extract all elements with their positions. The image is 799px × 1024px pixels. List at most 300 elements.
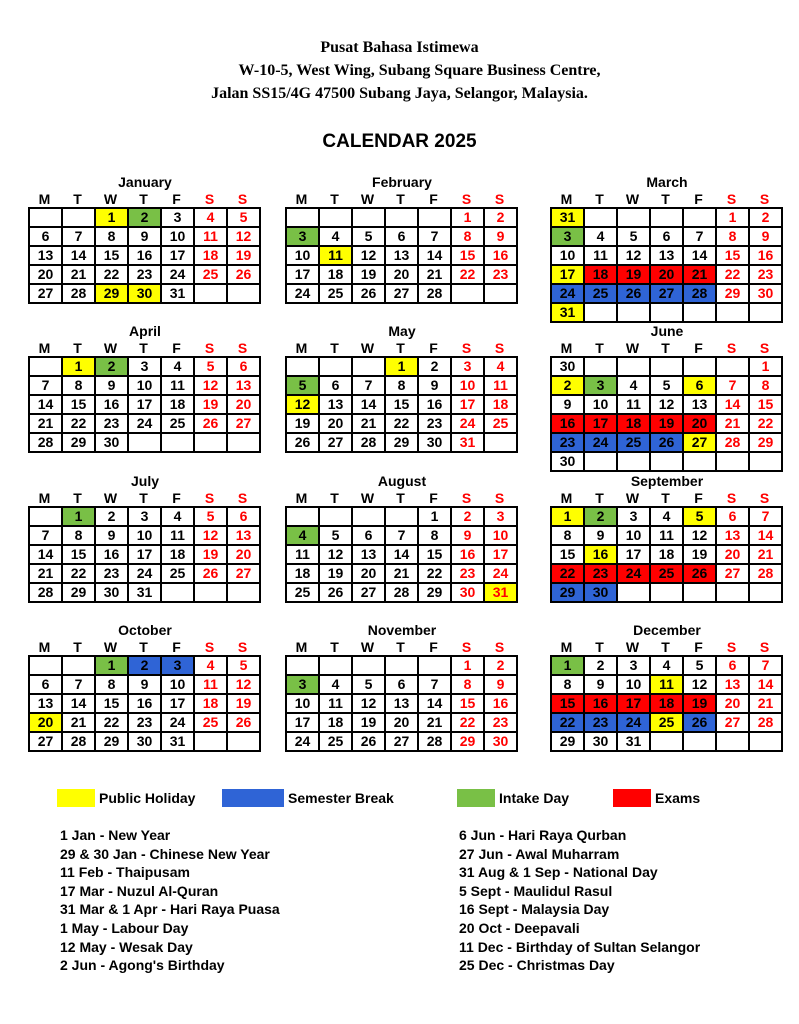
day-cell: 10 — [585, 396, 618, 415]
day-grid — [550, 506, 783, 603]
day-cell: 5 — [195, 358, 228, 377]
weekday-label: T — [139, 191, 148, 207]
weekday-label: W — [360, 639, 375, 655]
empty-cell — [651, 304, 684, 323]
weekday-label: S — [494, 639, 505, 655]
empty-cell — [30, 358, 63, 377]
weekday-label: W — [625, 340, 640, 356]
empty-cell — [129, 434, 162, 453]
day-cell: 27 — [30, 285, 63, 304]
empty-cell — [162, 584, 195, 603]
day-cell: 25 — [162, 415, 195, 434]
day-cell: 9 — [750, 228, 783, 247]
day-cell: 17 — [162, 247, 195, 266]
day-cell: 13 — [386, 247, 419, 266]
weekday-label: S — [204, 639, 215, 655]
day-cell: 12 — [320, 546, 353, 565]
weekday-label: F — [429, 490, 438, 506]
day-cell: 10 — [618, 676, 651, 695]
day-cell: 8 — [96, 676, 129, 695]
day-cell: 15 — [63, 396, 96, 415]
day-cell: 26 — [651, 434, 684, 453]
weekday-label: S — [237, 340, 248, 356]
day-cell: 16 — [129, 695, 162, 714]
day-cell: 18 — [195, 695, 228, 714]
day-cell: 30 — [485, 733, 518, 752]
day-cell: 29 — [717, 285, 750, 304]
day-cell: 7 — [419, 676, 452, 695]
weekday-label: M — [295, 490, 308, 506]
day-cell: 3 — [129, 358, 162, 377]
day-cell: 30 — [452, 584, 485, 603]
empty-cell — [651, 453, 684, 472]
holiday-note: 25 Dec - Christmas Day — [459, 957, 615, 974]
weekday-label: T — [595, 340, 604, 356]
day-cell: 29 — [552, 584, 585, 603]
day-cell: 30 — [585, 584, 618, 603]
day-cell: 21 — [63, 266, 96, 285]
weekday-label: S — [204, 191, 215, 207]
day-cell: 15 — [419, 546, 452, 565]
day-cell: 13 — [717, 676, 750, 695]
empty-cell — [684, 453, 717, 472]
empty-cell — [228, 733, 261, 752]
day-cell: 14 — [30, 396, 63, 415]
day-cell: 28 — [750, 714, 783, 733]
weekday-header — [28, 639, 262, 655]
day-cell: 12 — [618, 247, 651, 266]
weekday-label: T — [396, 340, 405, 356]
day-cell: 3 — [162, 657, 195, 676]
day-cell: 25 — [651, 565, 684, 584]
day-cell: 3 — [287, 228, 320, 247]
day-cell: 11 — [195, 676, 228, 695]
legend-label: Exams — [655, 790, 701, 806]
day-grid — [285, 207, 518, 304]
weekday-header — [550, 490, 784, 506]
day-cell: 12 — [353, 695, 386, 714]
day-cell: 8 — [750, 377, 783, 396]
day-cell: 26 — [320, 584, 353, 603]
legend-intake-day — [457, 789, 569, 807]
month-june — [550, 322, 784, 472]
day-cell: 27 — [386, 733, 419, 752]
day-cell: 12 — [651, 396, 684, 415]
weekday-label: S — [237, 191, 248, 207]
day-cell: 15 — [552, 546, 585, 565]
legend-label: Intake Day — [499, 790, 570, 806]
empty-cell — [717, 584, 750, 603]
day-cell: 16 — [129, 247, 162, 266]
day-cell: 2 — [485, 209, 518, 228]
day-cell: 16 — [419, 396, 452, 415]
day-cell: 28 — [684, 285, 717, 304]
day-cell: 27 — [228, 415, 261, 434]
weekday-label: S — [237, 639, 248, 655]
day-cell: 5 — [353, 676, 386, 695]
day-cell: 30 — [129, 733, 162, 752]
empty-cell — [717, 453, 750, 472]
legend-exams — [613, 789, 700, 807]
weekday-label: S — [204, 340, 215, 356]
empty-cell — [30, 508, 63, 527]
day-cell: 10 — [552, 247, 585, 266]
day-cell: 27 — [353, 584, 386, 603]
day-cell: 16 — [585, 695, 618, 714]
weekday-label: F — [429, 340, 438, 356]
day-cell: 19 — [195, 546, 228, 565]
month-name: April — [129, 323, 161, 339]
weekday-label: S — [759, 340, 770, 356]
day-cell: 4 — [651, 508, 684, 527]
holiday-note: 1 Jan - New Year — [60, 827, 171, 843]
day-cell: 19 — [353, 266, 386, 285]
weekday-header — [550, 639, 784, 655]
day-cell: 8 — [419, 527, 452, 546]
month-july — [28, 472, 262, 603]
day-cell: 18 — [162, 396, 195, 415]
day-cell: 6 — [353, 527, 386, 546]
empty-cell — [585, 358, 618, 377]
day-cell: 10 — [287, 247, 320, 266]
day-cell: 25 — [162, 565, 195, 584]
day-cell: 7 — [30, 527, 63, 546]
day-cell: 2 — [419, 358, 452, 377]
holiday-note: 6 Jun - Hari Raya Qurban — [459, 827, 627, 843]
holiday-note: 17 Mar - Nuzul Al-Quran — [60, 882, 219, 899]
weekday-header — [28, 191, 262, 207]
empty-cell — [684, 358, 717, 377]
day-cell: 2 — [129, 657, 162, 676]
day-cell: 24 — [618, 714, 651, 733]
day-cell: 22 — [96, 266, 129, 285]
weekday-label: S — [461, 191, 472, 207]
day-cell: 16 — [585, 546, 618, 565]
day-cell: 7 — [30, 377, 63, 396]
day-cell: 15 — [717, 247, 750, 266]
header-org-name: Pusat Bahasa Istimewa — [320, 39, 479, 56]
day-cell: 15 — [96, 695, 129, 714]
weekday-label: T — [661, 490, 670, 506]
day-cell: 26 — [353, 285, 386, 304]
day-cell: 22 — [63, 415, 96, 434]
day-cell: 9 — [552, 396, 585, 415]
weekday-label: F — [694, 639, 703, 655]
day-cell: 2 — [552, 377, 585, 396]
day-cell: 31 — [618, 733, 651, 752]
day-cell: 20 — [228, 396, 261, 415]
empty-cell — [353, 209, 386, 228]
day-cell: 4 — [195, 657, 228, 676]
holiday-note: 1 May - Labour Day — [60, 919, 189, 936]
day-cell: 19 — [684, 546, 717, 565]
day-cell: 8 — [452, 676, 485, 695]
weekday-label: T — [139, 639, 148, 655]
day-cell: 17 — [585, 415, 618, 434]
day-cell: 27 — [386, 285, 419, 304]
day-cell: 28 — [63, 733, 96, 752]
empty-cell — [386, 209, 419, 228]
day-cell: 3 — [485, 508, 518, 527]
empty-cell — [195, 434, 228, 453]
day-cell: 9 — [96, 527, 129, 546]
day-cell: 4 — [320, 228, 353, 247]
weekday-label: T — [73, 639, 82, 655]
month-january — [28, 173, 262, 304]
month-april — [28, 322, 262, 453]
weekday-label: M — [295, 191, 308, 207]
day-cell: 30 — [96, 434, 129, 453]
day-cell: 25 — [585, 285, 618, 304]
empty-cell — [353, 657, 386, 676]
day-cell: 17 — [129, 546, 162, 565]
day-cell: 9 — [129, 676, 162, 695]
day-cell: 8 — [63, 527, 96, 546]
empty-cell — [63, 657, 96, 676]
day-cell: 25 — [320, 733, 353, 752]
day-cell: 29 — [63, 434, 96, 453]
day-cell: 16 — [96, 546, 129, 565]
day-cell: 31 — [129, 584, 162, 603]
empty-cell — [585, 453, 618, 472]
day-cell: 21 — [684, 266, 717, 285]
day-cell: 19 — [684, 695, 717, 714]
day-cell: 8 — [63, 377, 96, 396]
day-cell: 26 — [287, 434, 320, 453]
day-cell: 6 — [30, 228, 63, 247]
day-cell: 22 — [452, 714, 485, 733]
day-cell: 3 — [162, 209, 195, 228]
day-cell: 21 — [63, 714, 96, 733]
day-cell: 3 — [618, 657, 651, 676]
day-cell: 20 — [386, 714, 419, 733]
day-cell: 14 — [419, 695, 452, 714]
weekday-label: W — [103, 191, 118, 207]
weekday-label: W — [360, 490, 375, 506]
day-cell: 20 — [30, 714, 63, 733]
day-cell: 21 — [30, 565, 63, 584]
empty-cell — [684, 584, 717, 603]
day-cell: 12 — [287, 396, 320, 415]
day-cell: 29 — [96, 285, 129, 304]
day-cell: 19 — [228, 695, 261, 714]
day-cell: 12 — [684, 676, 717, 695]
legend-label: Public Holiday — [99, 790, 196, 806]
day-cell: 15 — [552, 695, 585, 714]
day-cell: 27 — [717, 565, 750, 584]
day-cell: 17 — [162, 695, 195, 714]
weekday-label: S — [204, 490, 215, 506]
empty-cell — [452, 285, 485, 304]
day-cell: 1 — [452, 209, 485, 228]
empty-cell — [717, 358, 750, 377]
empty-cell — [651, 584, 684, 603]
empty-cell — [750, 453, 783, 472]
weekday-label: M — [295, 639, 308, 655]
day-cell: 29 — [96, 733, 129, 752]
empty-cell — [320, 209, 353, 228]
day-cell: 11 — [651, 527, 684, 546]
weekday-label: T — [396, 191, 405, 207]
day-cell: 26 — [195, 415, 228, 434]
day-cell: 11 — [162, 377, 195, 396]
holiday-note: 29 & 30 Jan - Chinese New Year — [60, 845, 270, 862]
day-cell: 19 — [618, 266, 651, 285]
day-cell: 3 — [552, 228, 585, 247]
day-cell: 22 — [419, 565, 452, 584]
empty-cell — [618, 584, 651, 603]
day-cell: 17 — [452, 396, 485, 415]
day-cell: 18 — [618, 415, 651, 434]
day-cell: 13 — [30, 695, 63, 714]
day-cell: 23 — [750, 266, 783, 285]
weekday-label: T — [73, 490, 82, 506]
day-cell: 4 — [585, 228, 618, 247]
day-cell: 30 — [96, 584, 129, 603]
day-cell: 26 — [684, 714, 717, 733]
day-cell: 24 — [162, 266, 195, 285]
day-cell: 15 — [386, 396, 419, 415]
day-cell: 28 — [419, 733, 452, 752]
day-cell: 5 — [320, 527, 353, 546]
day-cell: 30 — [419, 434, 452, 453]
day-cell: 31 — [485, 584, 518, 603]
day-cell: 22 — [717, 266, 750, 285]
day-cell: 2 — [452, 508, 485, 527]
day-cell: 23 — [585, 565, 618, 584]
day-cell: 31 — [162, 733, 195, 752]
day-grid — [550, 356, 783, 472]
holiday-note: 11 Feb - Thaipusam — [60, 864, 190, 881]
holiday-note: 5 Sept - Maulidul Rasul — [459, 882, 613, 899]
legend-public-holiday — [57, 789, 195, 807]
day-cell: 1 — [96, 657, 129, 676]
day-cell: 12 — [195, 377, 228, 396]
legend-swatch-break — [222, 789, 284, 807]
weekday-label: S — [494, 490, 505, 506]
day-cell: 5 — [228, 657, 261, 676]
day-cell: 11 — [585, 247, 618, 266]
day-cell: 24 — [585, 434, 618, 453]
day-grid — [550, 655, 783, 752]
day-cell: 31 — [552, 304, 585, 323]
weekday-label: S — [759, 490, 770, 506]
day-cell: 17 — [552, 266, 585, 285]
day-cell: 5 — [651, 377, 684, 396]
empty-cell — [651, 733, 684, 752]
weekday-label: M — [38, 340, 51, 356]
day-cell: 22 — [386, 415, 419, 434]
day-cell: 23 — [129, 266, 162, 285]
day-cell: 7 — [717, 377, 750, 396]
weekday-label: M — [295, 340, 308, 356]
day-cell: 6 — [717, 657, 750, 676]
day-cell: 5 — [684, 508, 717, 527]
day-cell: 21 — [717, 415, 750, 434]
empty-cell — [618, 453, 651, 472]
weekday-header — [28, 490, 262, 506]
month-december — [550, 621, 784, 752]
day-cell: 5 — [353, 228, 386, 247]
day-cell: 9 — [585, 527, 618, 546]
day-cell: 18 — [320, 714, 353, 733]
empty-cell — [195, 584, 228, 603]
weekday-label: S — [726, 340, 737, 356]
day-cell: 9 — [485, 676, 518, 695]
day-cell: 12 — [228, 676, 261, 695]
day-cell: 7 — [419, 228, 452, 247]
day-cell: 6 — [684, 377, 717, 396]
day-cell: 20 — [717, 695, 750, 714]
day-cell: 13 — [717, 527, 750, 546]
weekday-label: T — [139, 490, 148, 506]
day-cell: 20 — [353, 565, 386, 584]
empty-cell — [195, 285, 228, 304]
day-cell: 28 — [30, 584, 63, 603]
day-cell: 21 — [30, 415, 63, 434]
day-cell: 8 — [717, 228, 750, 247]
empty-cell — [717, 304, 750, 323]
day-cell: 24 — [618, 565, 651, 584]
empty-cell — [684, 304, 717, 323]
weekday-label: F — [172, 490, 181, 506]
day-cell: 18 — [195, 247, 228, 266]
empty-cell — [585, 304, 618, 323]
weekday-label: M — [560, 639, 573, 655]
weekday-label: S — [494, 340, 505, 356]
month-name: March — [646, 174, 688, 190]
day-cell: 1 — [63, 508, 96, 527]
header-address-line1: W-10-5, West Wing, Subang Square Business Centre, — [238, 62, 601, 79]
day-cell: 14 — [684, 247, 717, 266]
empty-cell — [30, 657, 63, 676]
month-september — [550, 472, 784, 603]
empty-cell — [485, 434, 518, 453]
day-cell: 10 — [287, 695, 320, 714]
day-cell: 25 — [320, 285, 353, 304]
day-cell: 23 — [452, 565, 485, 584]
day-cell: 2 — [96, 508, 129, 527]
day-cell: 19 — [320, 565, 353, 584]
empty-cell — [353, 358, 386, 377]
day-cell: 21 — [353, 415, 386, 434]
day-cell: 27 — [684, 434, 717, 453]
day-cell: 14 — [63, 247, 96, 266]
day-cell: 16 — [96, 396, 129, 415]
day-cell: 4 — [618, 377, 651, 396]
month-name: June — [650, 323, 684, 339]
month-february — [285, 173, 519, 304]
day-cell: 5 — [195, 508, 228, 527]
day-cell: 10 — [162, 228, 195, 247]
weekday-label: S — [726, 639, 737, 655]
day-cell: 4 — [162, 508, 195, 527]
day-cell: 3 — [618, 508, 651, 527]
weekday-label: W — [625, 191, 640, 207]
holiday-note: 27 Jun - Awal Muharram — [459, 845, 620, 862]
holiday-note: 31 Aug & 1 Sep - National Day — [459, 864, 658, 881]
empty-cell — [320, 508, 353, 527]
day-cell: 12 — [195, 527, 228, 546]
empty-cell — [618, 304, 651, 323]
day-cell: 25 — [287, 584, 320, 603]
day-cell: 27 — [228, 565, 261, 584]
day-cell: 20 — [30, 266, 63, 285]
day-cell: 22 — [552, 565, 585, 584]
day-cell: 23 — [96, 415, 129, 434]
weekday-label: T — [595, 191, 604, 207]
day-cell: 20 — [684, 415, 717, 434]
